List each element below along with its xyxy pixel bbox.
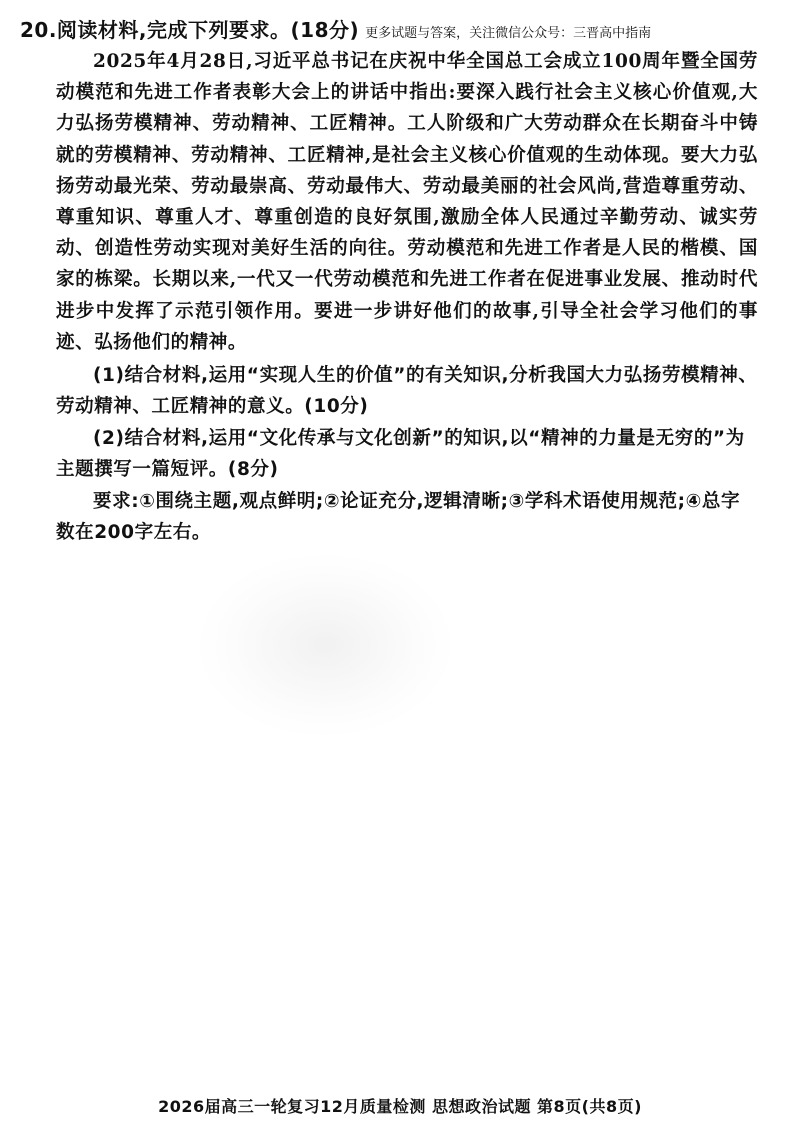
- material-text: [56, 46, 758, 358]
- wechat-ad-note: 更多试题与答案，关注微信公众号：三晋高中指南: [365, 26, 652, 41]
- page-footer: 2026届高三一轮复习12月质量检测 思想政治试题 第8页(共8页): [158, 1097, 642, 1116]
- writing-requirements: 要求:①围绕主题,观点鲜明;②论证充分,逻辑清晰;③学科术语使用规范;④总字数在200字左右。: [56, 491, 741, 544]
- question-title: 20.阅读材料,完成下列要求。(18分): [20, 18, 360, 42]
- sub-question-1: (1)结合材料,运用“实现人生的价值”的有关知识,分析我国大力弘扬劳模精神、劳动精神、工匠精神的意义。(10分): [56, 365, 758, 418]
- material-paragraph: 2025年4月28日,习近平总书记在庆祝中华全国总工会成立100周年暨全国劳动模范和先进工作者表彰大会上的讲话中指出:要深入践行社会主义核心价值观,大力弘扬劳模精神、劳动精神、工匠精神。工人阶级和广大劳动群众在长期奋斗中铸就的劳模精神、劳动精神、工匠精神,是社会主义核心价值观的生动体现。要大力弘扬劳动最光荣、劳动最崇高、劳动最伟大、劳动最美丽的社会风尚,营造尊重劳动、尊重知识、尊重人才、尊重创造的良好氛围,激励全体人民通过辛勤劳动、诚实劳动、创造性劳动实现对美好生活的向往。劳动模范和先进工作者是人民的楷模、国家的栋梁。长期以来,一代又一代劳动模范和先进工作者在促进事业发展、推动时代进步中发挥了示范引领作用。要进一步讲好他们的故事,引导全社会学习他们的事迹、弘扬他们的精神。: [56, 51, 758, 353]
- sub-question-2: (2)结合材料,运用“文化传承与文化创新”的知识,以“精神的力量是无穷的”为主题撰写一篇短评。(8分): [56, 428, 745, 481]
- scan-smudge: [200, 555, 450, 735]
- question-header: [20, 14, 790, 44]
